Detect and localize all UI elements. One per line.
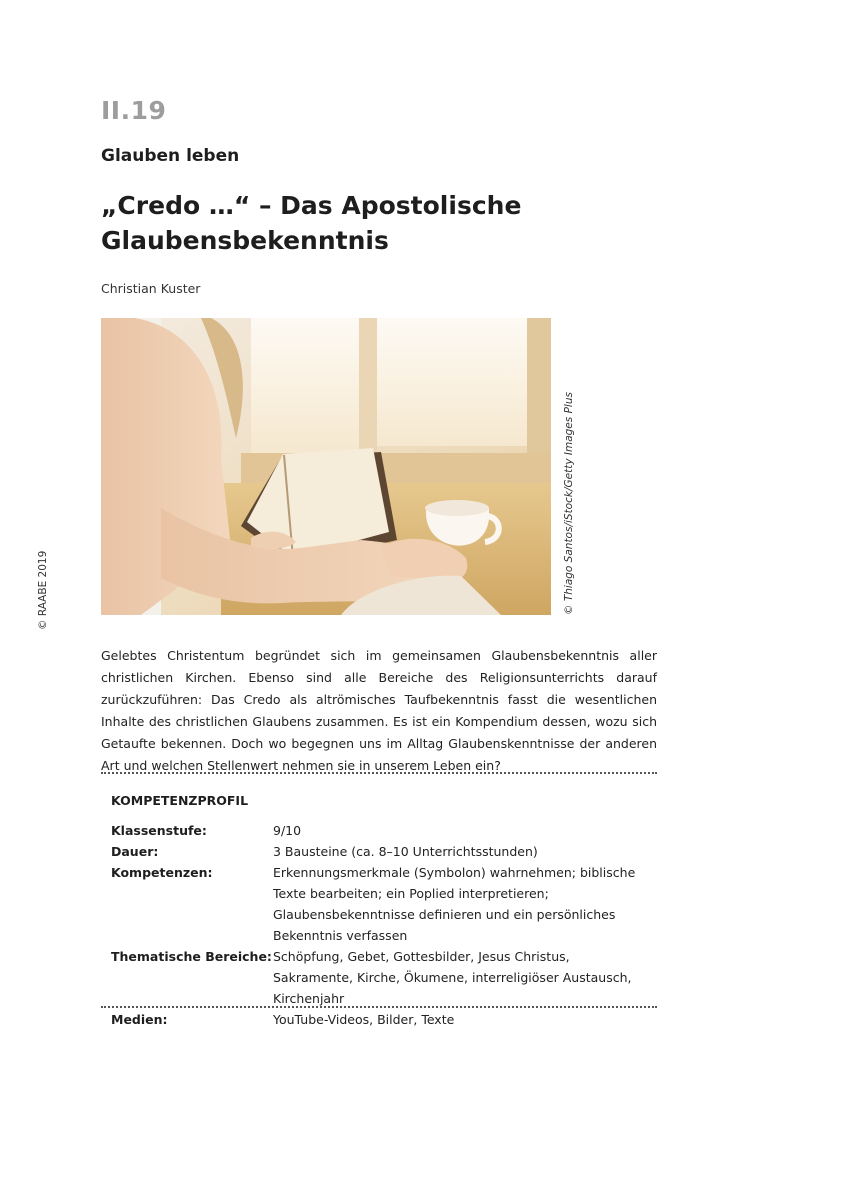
page-title: „Credo …“ – Das Apostolische Glaubensbekenntnis (101, 191, 522, 255)
profile-label: Kompetenzen: (111, 865, 213, 880)
competency-profile (111, 820, 651, 1030)
profile-row-media (111, 1009, 651, 1030)
divider-top (101, 772, 657, 774)
intro-paragraph: Gelebtes Christentum begründet sich im gemeinsamen Glaubensbekenntnis aller christlichen Kirchen. Ebenso sind alle Bereiche des Religionsunterrichts darauf zurückzuführen: Das Credo als altrömisches Taufbekenntnis fasst die wesentlichen Inhalte des christlichen Glaubens zusammen. Es ist ein Kompendium dessen, wozu sich Getaufte bekennen. Doch wo begegnen uns im Alltag Glaubenskenntnisse der anderen Art und welchen Stellenwert nehmen sie in unserem Leben ein? (101, 648, 657, 773)
profile-heading: KOMPETENZPROFIL (111, 793, 249, 808)
profile-row-grade (111, 820, 651, 841)
profile-label: Klassenstufe: (111, 823, 207, 838)
profile-label: Dauer: (111, 844, 159, 859)
profile-label: Medien: (111, 1012, 168, 1027)
profile-value: Erkennungsmerkmale (Symbolon) wahrnehmen; biblische Texte bearbeiten; ein Poplied interpretieren; Glaubensbekenntnisse definieren und ein persönliches Bekenntnis verfassen (273, 865, 636, 943)
profile-row-topics (111, 946, 651, 1009)
profile-value: 3 Bausteine (ca. 8–10 Unterrichtsstunden) (273, 844, 538, 859)
copyright-notice: © RAABE 2019 (37, 550, 49, 630)
series-title: Glauben leben (101, 146, 240, 166)
profile-label: Thematische Bereiche: (111, 949, 272, 964)
photo-credit: © Thiago Santos/iStock/Getty Images Plus (563, 392, 575, 615)
profile-value: 9/10 (273, 823, 302, 838)
profile-row-duration (111, 841, 651, 862)
profile-value: Schöpfung, Gebet, Gottesbilder, Jesus Christus, Sakramente, Kirche, Ökumene, interreligiöser Austausch, Kirchenjahr (273, 949, 632, 1006)
divider-bottom (101, 1006, 657, 1008)
profile-value: YouTube-Videos, Bilder, Texte (273, 1012, 455, 1027)
author-name: Christian Kuster (101, 281, 201, 296)
profile-row-competencies (111, 862, 651, 946)
chapter-number: II.19 (101, 96, 167, 125)
cover-photo (101, 318, 551, 615)
